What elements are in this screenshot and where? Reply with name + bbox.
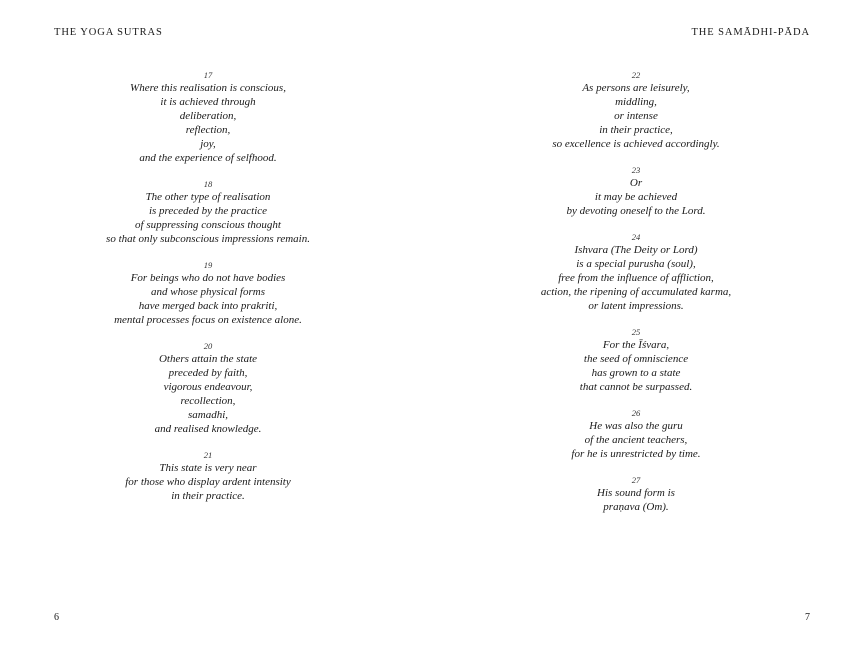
sutra-line: praṇava (Om).	[603, 501, 669, 513]
sutra-line: it is achieved through	[160, 96, 256, 108]
sutra-line: in their practice,	[599, 124, 673, 136]
sutra-number: 17	[203, 70, 213, 80]
sutra-line: This state is very near	[159, 462, 257, 474]
page-number: 7	[805, 612, 810, 623]
page-number: 6	[54, 612, 59, 623]
sutra-number: 24	[631, 232, 641, 242]
sutra-column	[420, 70, 852, 528]
sutra-line: that cannot be surpassed.	[579, 381, 693, 393]
sutra-number: 21	[203, 450, 213, 460]
sutra-block	[420, 165, 852, 218]
sutra-number: 27	[631, 475, 641, 485]
sutra-line: has grown to a state	[591, 367, 681, 379]
sutra-block	[0, 179, 424, 246]
sutra-line: and the experience of selfhood.	[139, 152, 277, 164]
sutra-line: He was also the guru	[589, 420, 683, 432]
sutra-block	[0, 341, 424, 436]
sutra-line: Ishvara (The Deity or Lord)	[574, 244, 698, 256]
sutra-line: is preceded by the practice	[148, 205, 268, 217]
sutra-line: vigorous endeavour,	[163, 381, 253, 393]
sutra-line: or latent impressions.	[588, 300, 684, 312]
sutra-number: 26	[631, 408, 641, 418]
sutra-line: reflection,	[185, 124, 231, 136]
sutra-block	[420, 408, 852, 461]
sutra-line: or intense	[614, 110, 658, 122]
sutra-line: The other type of realisation	[145, 191, 271, 203]
sutra-line: of suppressing conscious thought	[135, 219, 281, 231]
sutra-number: 20	[203, 341, 213, 351]
sutra-block	[0, 70, 424, 165]
sutra-line: free from the influence of affliction,	[558, 272, 714, 284]
sutra-block	[420, 475, 852, 514]
sutra-block	[420, 70, 852, 151]
sutra-line: Others attain the state	[158, 353, 258, 365]
sutra-number: 22	[631, 70, 641, 80]
sutra-number: 18	[203, 179, 213, 189]
sutra-line: action, the ripening of accumulated karma,	[540, 286, 732, 298]
sutra-line: middling,	[615, 96, 657, 108]
sutra-line: joy,	[200, 138, 216, 150]
sutra-line: in their practice.	[171, 490, 245, 502]
sutra-line: recollection,	[180, 395, 236, 407]
sutra-line: Or	[629, 177, 643, 189]
sutra-line: samadhi,	[187, 409, 229, 421]
sutra-number: 23	[631, 165, 641, 175]
sutra-column	[0, 70, 424, 517]
sutra-line: the seed of omniscience	[583, 353, 689, 365]
sutra-line: it may be achieved	[594, 191, 678, 203]
right-page	[432, 0, 864, 648]
sutra-line: preceded by faith,	[168, 367, 248, 379]
sutra-block	[0, 260, 424, 327]
sutra-line: so that only subconscious impressions remain.	[106, 233, 310, 245]
running-head: THE SAMĀDHI-PĀDA	[691, 27, 810, 38]
sutra-line: deliberation,	[179, 110, 237, 122]
sutra-block	[0, 450, 424, 503]
sutra-line: is a special purusha (soul),	[576, 258, 696, 270]
sutra-line: and realised knowledge.	[154, 423, 262, 435]
sutra-line: His sound form is	[597, 487, 675, 499]
sutra-block	[420, 232, 852, 313]
sutra-line: As persons are leisurely,	[582, 82, 690, 94]
sutra-line: mental processes focus on existence alone.	[114, 314, 302, 326]
sutra-line: and whose physical forms	[151, 286, 265, 298]
sutra-line: so excellence is achieved accordingly.	[552, 138, 720, 150]
sutra-line: have merged back into prakriti,	[138, 300, 278, 312]
sutra-number: 25	[631, 327, 641, 337]
sutra-line: For the Īśvara,	[602, 339, 670, 351]
sutra-line: For beings who do not have bodies	[130, 272, 286, 284]
sutra-line: Where this realisation is conscious,	[130, 82, 286, 94]
running-head: THE YOGA SUTRAS	[54, 27, 163, 38]
sutra-line: of the ancient teachers,	[584, 434, 688, 446]
sutra-line: by devoting oneself to the Lord.	[566, 205, 706, 217]
sutra-block	[420, 327, 852, 394]
sutra-line: for those who display ardent intensity	[125, 476, 291, 488]
sutra-line: for he is unrestricted by time.	[571, 448, 701, 460]
sutra-number: 19	[203, 260, 213, 270]
